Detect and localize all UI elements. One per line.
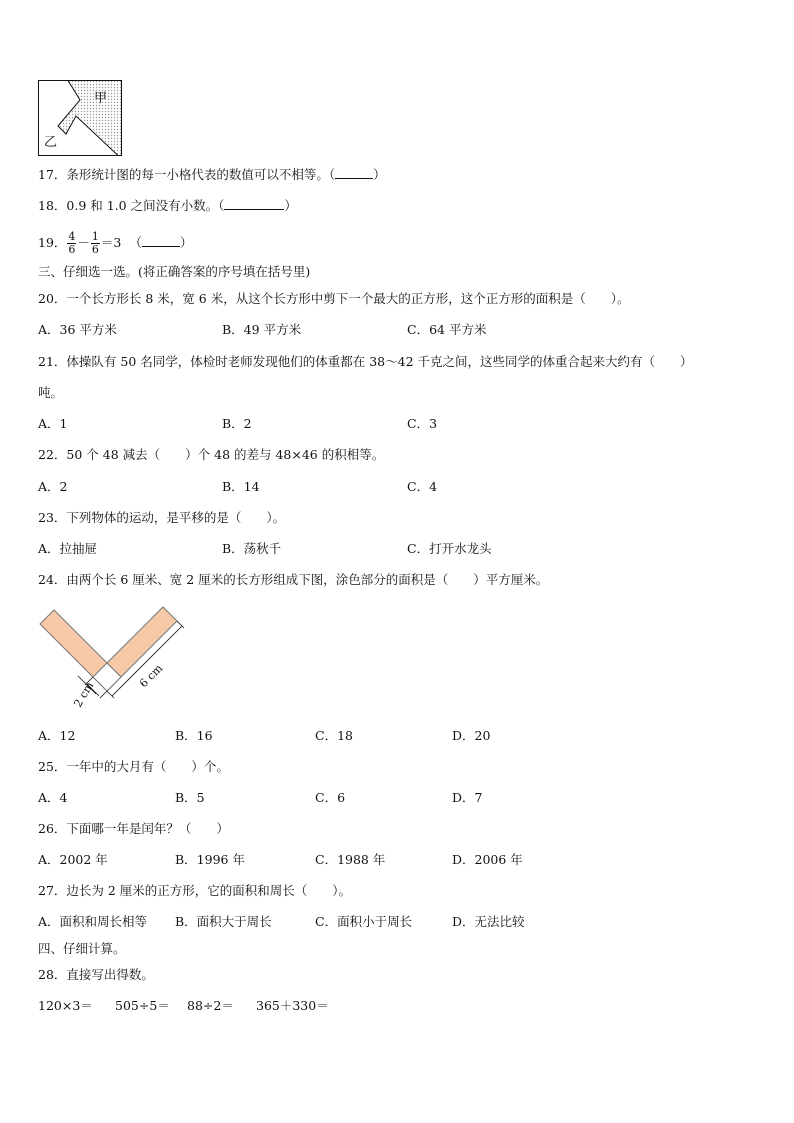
q17-close: ）: [373, 167, 386, 182]
q21-option-c[interactable]: C．3: [407, 416, 438, 431]
question-28: 28．直接写出得数。: [38, 967, 154, 982]
q26-option-c[interactable]: C．1988 年: [315, 852, 386, 867]
q22-option-c[interactable]: C．4: [407, 479, 438, 494]
label-6cm: 6 cm: [136, 661, 166, 691]
question-24: 24．由两个长 6 厘米、宽 2 厘米的长方形组成下图，涂色部分的面积是（ ）平方厘米。: [38, 572, 549, 587]
q19-answer-blank[interactable]: [142, 235, 180, 247]
q24-option-c[interactable]: C．18: [315, 728, 353, 743]
q27-option-d[interactable]: D．无法比较: [452, 914, 525, 929]
q21-option-a[interactable]: A．1: [38, 416, 68, 431]
q20-option-c[interactable]: C．64 平方米: [407, 322, 487, 337]
q24-option-d[interactable]: D．20: [452, 728, 491, 743]
q19-minus: －: [77, 235, 90, 250]
section-3-title: 三、仔细选一选。(将正确答案的序号填在括号里): [38, 264, 311, 279]
figure-jia-yi: [38, 80, 122, 156]
section-4-title: 四、仔细计算。: [38, 941, 126, 956]
q19-equals: ＝3: [100, 235, 122, 250]
question-23: 23．下列物体的运动，是平移的是（ ）。: [38, 510, 286, 525]
label-2cm: 2 cm: [71, 679, 97, 710]
q26-option-d[interactable]: D．2006 年: [452, 852, 523, 867]
question-19: [38, 228, 192, 258]
q19-frac2-den: 6: [91, 243, 99, 256]
q25-option-c[interactable]: C．6: [315, 790, 346, 805]
q18-text: 18．0.9 和 1.0 之间没有小数。（: [38, 198, 225, 213]
q18-answer-blank[interactable]: [224, 198, 284, 210]
q19-close: ）: [179, 235, 193, 250]
q26-option-b[interactable]: B．1996 年: [175, 852, 245, 867]
figure-jia-yi-svg: [38, 80, 122, 156]
q17-answer-blank[interactable]: [335, 167, 373, 179]
figure-two-rectangles-svg: [36, 600, 196, 718]
question-17: [38, 167, 386, 183]
question-20: 20．一个长方形长 8 米，宽 6 米，从这个长方形中剪下一个最大的正方形，这个正方形的面积是（ ）。: [38, 291, 630, 306]
q19-frac1-den: 6: [68, 243, 76, 256]
q25-option-d[interactable]: D．7: [452, 790, 483, 805]
q20-option-a[interactable]: A．36 平方米: [38, 322, 117, 337]
q19-fraction-1: [67, 231, 76, 256]
q25-option-b[interactable]: B．5: [175, 790, 205, 805]
q23-option-a[interactable]: A．拉抽屉: [38, 541, 98, 556]
question-22: 22．50 个 48 减去（ ）个 48 的差与 48×46 的积相等。: [38, 447, 385, 462]
q17-text: 17．条形统计图的每一小格代表的数值可以不相等。（: [38, 167, 336, 182]
q19-fraction-2: [91, 231, 100, 256]
question-26: 26．下面哪一年是闰年？（ ）: [38, 821, 229, 836]
question-25: 25．一年中的大月有（ ）个。: [38, 759, 229, 774]
q18-close: ）: [284, 198, 297, 213]
q19-prefix: 19．: [38, 235, 67, 250]
q22-option-a[interactable]: A．2: [38, 479, 68, 494]
q19-frac1-num: 4: [68, 230, 76, 243]
q23-option-b[interactable]: B．荡秋千: [222, 541, 282, 556]
q27-option-c[interactable]: C．面积小于周长: [315, 914, 413, 929]
q24-option-a[interactable]: A．12: [38, 728, 76, 743]
q19-frac2-num: 1: [91, 230, 99, 243]
q24-option-b[interactable]: B．16: [175, 728, 213, 743]
q28-item-1[interactable]: 120×3＝: [38, 998, 93, 1013]
question-21: 21．体操队有 50 名同学，体检时老师发现他们的体重都在 38～42 千克之间，这些同学的体重合起来大约有（ ）: [38, 354, 693, 369]
q28-item-2[interactable]: 505÷5＝: [115, 998, 170, 1013]
q26-option-a[interactable]: A．2002 年: [38, 852, 108, 867]
q22-option-b[interactable]: B．14: [222, 479, 260, 494]
label-yi: 乙: [44, 135, 58, 150]
q27-option-a[interactable]: A．面积和周长相等: [38, 914, 148, 929]
q21-option-b[interactable]: B．2: [222, 416, 252, 431]
q28-item-4[interactable]: 365＋330＝: [256, 998, 329, 1013]
q19-open: （: [129, 235, 142, 250]
question-27: 27．边长为 2 厘米的正方形，它的面积和周长（ ）。: [38, 883, 352, 898]
q23-option-c[interactable]: C．打开水龙头: [407, 541, 492, 556]
q27-option-b[interactable]: B．面积大于周长: [175, 914, 272, 929]
label-jia: 甲: [94, 91, 108, 106]
figure-two-rectangles: [36, 600, 196, 718]
q25-option-a[interactable]: A．4: [38, 790, 68, 805]
question-21-cont: 吨。: [38, 385, 64, 400]
q28-item-3[interactable]: 88÷2＝: [187, 998, 234, 1013]
q20-option-b[interactable]: B．49 平方米: [222, 322, 302, 337]
question-18: [38, 198, 297, 214]
